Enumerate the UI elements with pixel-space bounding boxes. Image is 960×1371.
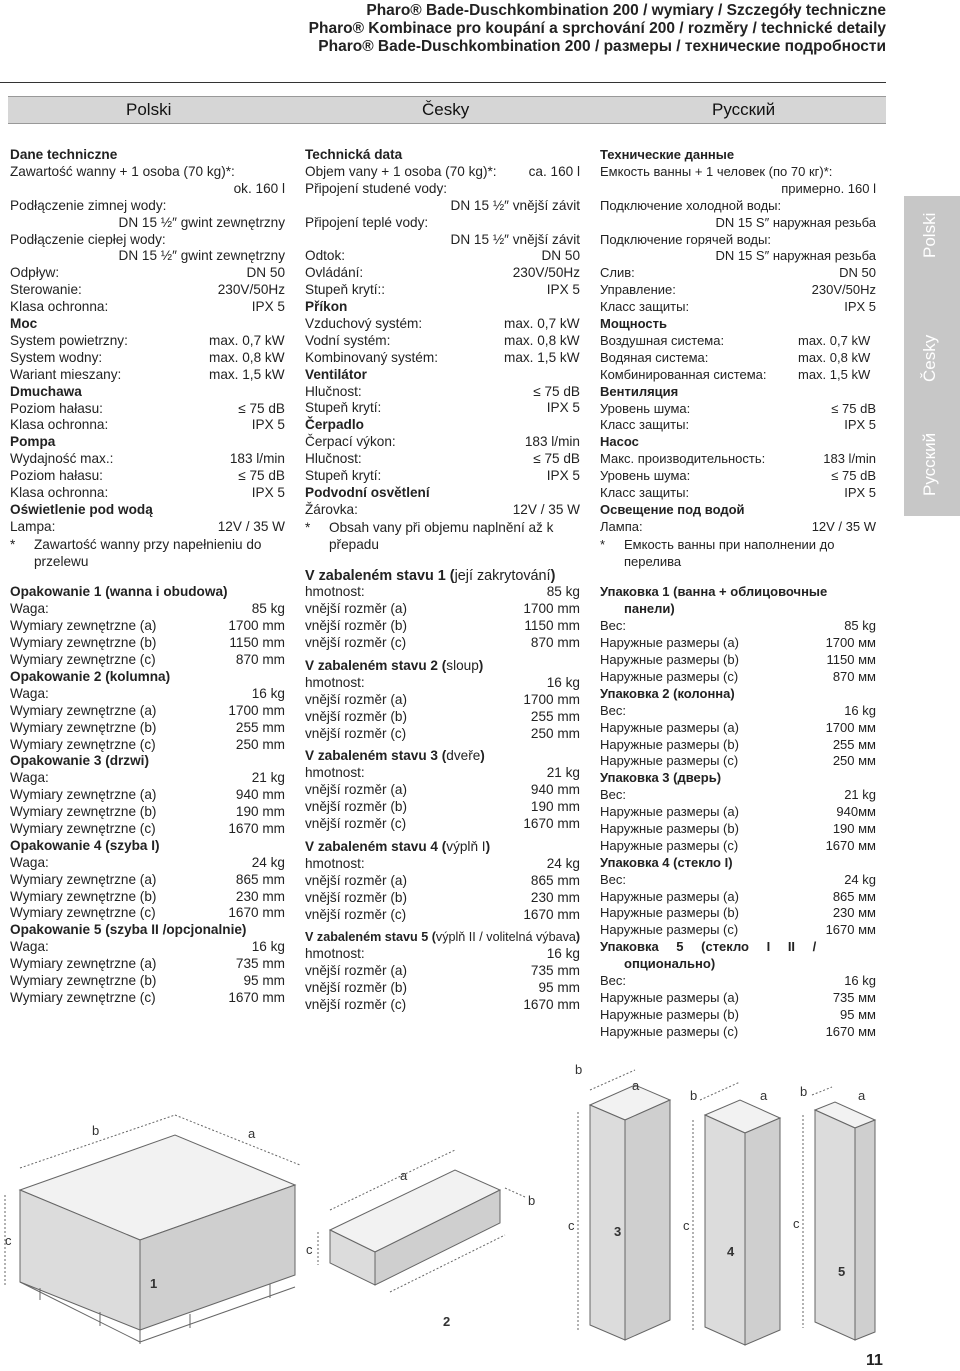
dim-label-b: b xyxy=(800,1084,808,1099)
pl-footnote: * Zawartość wanny przy napełnieniu do przelewu xyxy=(10,536,262,569)
ru-heading-data: Технические данные xyxy=(600,147,735,162)
pl-heading-op4: Opakowanie 4 (szyba I) xyxy=(10,837,160,853)
cz-label: Připojení teplé vody: xyxy=(305,214,429,230)
cz-row: Vzduchový systém: max. 0,7 kW xyxy=(305,316,580,331)
pl-row: Wymiary zewnętrzne (c) 870 mm xyxy=(10,652,285,668)
sidetab-russian: Русский xyxy=(920,432,939,496)
cz-row: vnější rozměr (c) 1670 mm xyxy=(305,906,580,922)
cz-row: hmotnost: 16 kg xyxy=(305,674,580,690)
cz-row: hmotnost: 24 kg xyxy=(305,855,580,871)
sidetab-cesky: Česky xyxy=(920,334,939,382)
ru-row: Воздушная система: max. 0,7 kW xyxy=(600,332,871,348)
ru-heading-u3: Упаковка 3 (дверь) xyxy=(600,770,722,786)
package-2-drawing xyxy=(318,1150,525,1292)
pl-row: Klasa ochronna: IPX 5 xyxy=(10,484,285,500)
polish-column xyxy=(10,147,285,1007)
russian-column xyxy=(600,147,876,1041)
package-number: 5 xyxy=(838,1264,846,1279)
pl-heading-dane: Dane techniczne xyxy=(10,147,118,162)
pl-row: Wariant mieszany: max. 1,5 kW xyxy=(10,366,285,382)
cz-heading-prikon: Příkon xyxy=(305,299,348,315)
pl-row: Wymiary zewnętrzne (a) 1700 mm xyxy=(10,618,285,634)
ru-footnote: * Емкость ванны при наполнении до перелива xyxy=(600,536,835,569)
pl-row: Wymiary zewnętrzne (c) 1670 mm xyxy=(10,905,285,921)
ru-heading-u2: Упаковка 2 (колонна) xyxy=(600,685,735,701)
cz-row: Kombinovaný systém: max. 1,5 kW xyxy=(305,349,580,365)
ru-row: Класс защиты: IPX 5 xyxy=(600,417,876,433)
ru-row: Класс защиты: IPX 5 xyxy=(600,299,876,315)
dim-label-a: a xyxy=(400,1168,408,1183)
cz-heading-stav5: V zabaleném stavu 5 (výplň II / volitelná výbava) xyxy=(305,930,581,945)
ru-row: Наружные размеры (a) 1700 мм xyxy=(600,719,876,735)
cz-row: vnější rozměr (b) 95 mm xyxy=(305,980,580,996)
page-number: 11 xyxy=(866,1352,883,1369)
dim-label-c: c xyxy=(683,1218,690,1233)
lang-russian: Русский xyxy=(712,100,776,119)
ru-heading-osv: Освещение под водой xyxy=(600,501,745,517)
cz-row: vnější rozměr (b) 1150 mm xyxy=(305,618,580,634)
pl-row: Waga: 16 kg xyxy=(10,685,285,701)
ru-row: Наружные размеры (c) 1670 мм xyxy=(600,922,876,938)
cz-heading-stav3: V zabaleném stavu 3 (dveře) xyxy=(305,748,485,764)
ru-label: Подключение горячей воды: xyxy=(600,231,771,247)
pl-heading-oswietlenie: Oświetlenie pod wodą xyxy=(10,501,153,517)
title-divider xyxy=(0,82,886,83)
pl-heading-dmuchawa: Dmuchawa xyxy=(10,383,82,399)
pl-heading-moc: Moc xyxy=(10,316,38,332)
ru-row: Вес: 21 kg xyxy=(600,787,876,803)
pl-row: Sterowanie: 230V/50Hz xyxy=(10,282,285,298)
ru-row: Макс. производительность: 183 l/min xyxy=(600,451,876,467)
cz-heading-stav1: V zabaleném stavu 1 (její zakrytování) xyxy=(305,567,556,584)
ru-row: Класс защиты: IPX 5 xyxy=(600,484,876,500)
cz-row: hmotnost: 16 kg xyxy=(305,946,580,962)
ru-row: Лампа: 12V / 35 W xyxy=(600,518,876,534)
ru-row: Наружные размеры (c) 1670 мм xyxy=(600,837,876,853)
pl-label: Podłączenie zimnej wody: xyxy=(10,197,167,213)
ru-row: Вес: 24 kg xyxy=(600,871,876,887)
ru-heading-vent: Вентиляция xyxy=(600,383,679,399)
cz-heading-stav4: V zabaleném stavu 4 (výplň I) xyxy=(305,838,491,854)
ru-row: Наружные размеры (b) 190 мм xyxy=(600,821,876,836)
ru-label: Подключение холодной воды: xyxy=(600,197,782,213)
ru-row: Слив: DN 50 xyxy=(600,265,876,281)
ru-row: Вес: 16 kg xyxy=(600,702,876,718)
package-drawings xyxy=(0,1060,960,1360)
cz-heading-ventilator: Ventilátor xyxy=(305,366,367,382)
cz-row: Hlučnost: ≤ 75 dB xyxy=(305,451,580,467)
cz-row: vnější rozměr (a) 1700 mm xyxy=(305,601,580,617)
pl-value: ok. 160 l xyxy=(233,180,285,196)
cz-row: vnější rozměr (b) 230 mm xyxy=(305,889,580,905)
page-title-block xyxy=(309,2,886,56)
ru-heading-u1: Упаковка 1 (ванна + облицовочные xyxy=(600,584,828,600)
ru-row: Наружные размеры (a) 940мм xyxy=(600,804,876,820)
ru-row: Вес: 16 kg xyxy=(600,973,876,989)
ru-row: Наружные размеры (c) 870 мм xyxy=(600,668,876,684)
ru-value: примерно. 160 l xyxy=(781,180,876,196)
dim-label-a: a xyxy=(248,1126,256,1141)
package-number: 4 xyxy=(727,1244,735,1259)
pl-heading-op1: Opakowanie 1 (wanna i obudowa) xyxy=(10,584,228,600)
package-1-drawing xyxy=(5,1115,300,1344)
package-number: 2 xyxy=(443,1314,451,1329)
language-header-bar xyxy=(8,96,886,124)
pl-row: Waga: 85 kg xyxy=(10,601,285,617)
ru-row: Наружные размеры (b) 95 мм xyxy=(600,1006,876,1022)
pl-row: Wymiary zewnętrzne (a) 940 mm xyxy=(10,787,285,803)
cz-row: vnější rozměr (b) 190 mm xyxy=(305,799,580,815)
ru-label: Емкость ванны + 1 человек (по 70 кг)*: xyxy=(600,163,833,179)
pl-label: Podłączenie ciepłej wody: xyxy=(10,231,166,247)
package-number: 1 xyxy=(150,1276,158,1291)
pl-row: Poziom hałasu: ≤ 75 dB xyxy=(10,400,285,416)
pl-row: Waga: 24 kg xyxy=(10,854,285,870)
ru-row: Наружные размеры (c) 250 мм xyxy=(600,753,876,769)
cz-row: vnější rozměr (c) 250 mm xyxy=(305,725,580,741)
cz-row: vnější rozměr (b) 255 mm xyxy=(305,708,580,724)
pl-row: Waga: 16 kg xyxy=(10,939,285,955)
ru-heading-u1-cont: панели) xyxy=(624,601,675,617)
cz-row: Ovládání: 230V/50Hz xyxy=(305,265,580,281)
cz-row: vnější rozměr (a) 940 mm xyxy=(305,782,580,798)
pl-row: Wymiary zewnętrzne (b) 255 mm xyxy=(10,719,285,735)
dim-label-b: b xyxy=(92,1123,100,1138)
pl-row: Wymiary zewnętrzne (b) 95 mm xyxy=(10,973,285,989)
cz-row: Žárovka: 12V / 35 W xyxy=(305,501,580,517)
ru-value: DN 15 S″ наружная резьба xyxy=(715,248,876,264)
ru-row: Наружные размеры (b) 1150 мм xyxy=(600,652,876,668)
dim-label-a: a xyxy=(632,1078,640,1093)
title-line-ru: Pharo® Bade-Duschkombination 200 / размеры / технические подробности xyxy=(318,38,886,55)
pl-heading-pompa: Pompa xyxy=(10,434,56,450)
ru-row: Наружные размеры (a) 865 мм xyxy=(600,888,876,904)
pl-row: Wymiary zewnętrzne (a) 1700 mm xyxy=(10,702,285,718)
cz-value: DN 15 ½″ vnější závit xyxy=(450,197,580,213)
ru-heading-moshnost: Мощность xyxy=(600,316,667,332)
cz-value: DN 15 ½″ vnější závit xyxy=(450,231,580,247)
lang-cesky: Česky xyxy=(422,100,470,119)
ru-row: Уровень шума: ≤ 75 dB xyxy=(600,468,876,484)
cz-row: Vodní systém: max. 0,8 kW xyxy=(305,332,580,348)
pl-label: Zawartość wanny + 1 osoba (70 kg)*: xyxy=(10,163,235,179)
dim-label-b: b xyxy=(528,1193,536,1208)
ru-row: Наружные размеры (a) 1700 мм xyxy=(600,635,876,651)
ru-value: DN 15 S″ наружная резьба xyxy=(715,214,876,230)
cz-row: hmotnost: 21 kg xyxy=(305,765,580,781)
ru-row: Наружные размеры (a) 735 мм xyxy=(600,989,876,1005)
cz-heading-stav2: V zabaleném stavu 2 (sloup) xyxy=(305,658,484,674)
ru-row: Комбинированная система: max. 1,5 kW xyxy=(600,366,871,382)
package-3-drawing xyxy=(578,1070,670,1340)
pl-row: Odpływ: DN 50 xyxy=(10,265,285,281)
title-line-cz: Pharo® Kombinace pro koupání a sprchování 200 / rozměry / technické detaily xyxy=(308,20,886,37)
pl-row: Wymiary zewnętrzne (c) 1670 mm xyxy=(10,989,285,1005)
pl-row: Wymiary zewnętrzne (b) 190 mm xyxy=(10,804,285,820)
pl-row: Wymiary zewnętrzne (c) 1670 mm xyxy=(10,820,285,836)
cz-row: Stupeň krytí: IPX 5 xyxy=(305,400,580,416)
language-side-tab xyxy=(904,196,960,516)
cz-footnote: * Obsah vany při objemu naplnění až k přepadu xyxy=(305,519,554,552)
cz-row: vnější rozměr (a) 735 mm xyxy=(305,963,580,979)
ru-row: Водяная система: max. 0,8 kW xyxy=(600,349,871,365)
package-4-drawing xyxy=(693,1082,780,1345)
pl-row: Wymiary zewnętrzne (b) 230 mm xyxy=(10,888,285,904)
cz-heading-cerpadlo: Čerpadlo xyxy=(305,417,364,433)
cz-row: Hlučnost: ≤ 75 dB xyxy=(305,383,580,399)
cz-row: Stupeň krytí:: IPX 5 xyxy=(305,282,580,298)
cz-row: Odtok: DN 50 xyxy=(305,248,580,264)
dim-label-b: b xyxy=(690,1088,698,1103)
cz-row: vnější rozměr (c) 1670 mm xyxy=(305,997,580,1012)
package-5-drawing xyxy=(803,1087,875,1340)
pl-row: System powietrzny: max. 0,7 kW xyxy=(10,332,285,348)
cz-row: Stupeň krytí: IPX 5 xyxy=(305,468,580,484)
sidetab-polski: Polski xyxy=(920,212,939,258)
pl-row: Wymiary zewnętrzne (a) 735 mm xyxy=(10,956,285,972)
ru-row: Наружные размеры (b) 230 мм xyxy=(600,905,876,921)
pl-value: DN 15 ½″ gwint zewnętrzny xyxy=(118,214,285,230)
ru-heading-nasos: Насос xyxy=(600,434,639,450)
dim-label-a: a xyxy=(760,1088,768,1103)
cz-row: vnější rozměr (a) 1700 mm xyxy=(305,691,580,707)
cz-row: Objem vany + 1 osoba (70 kg)*: ca. 160 l xyxy=(305,163,580,179)
ru-row: Управление: 230V/50Hz xyxy=(600,282,876,298)
ru-row: Уровень шума: ≤ 75 dB xyxy=(600,400,876,416)
ru-heading-u5-cont: опционально) xyxy=(624,956,716,972)
cz-label: Připojení studené vody: xyxy=(305,180,448,196)
pl-heading-op5: Opakowanie 5 (szyba II /opcjonalnie) xyxy=(10,922,247,938)
czech-column xyxy=(305,147,580,1014)
pl-heading-op2: Opakowanie 2 (kolumna) xyxy=(10,668,171,684)
cz-heading-osvetleni: Podvodní osvětlení xyxy=(305,484,430,500)
cz-row: vnější rozměr (c) 870 mm xyxy=(305,635,580,651)
ru-row: Вес: 85 kg xyxy=(600,618,876,634)
pl-row: System wodny: max. 0,8 kW xyxy=(10,349,285,365)
cz-row: Čerpací výkon: 183 l/min xyxy=(305,434,580,450)
pl-row: Lampa: 12V / 35 W xyxy=(10,518,285,534)
dim-label-c: c xyxy=(793,1216,800,1231)
dim-label-c: c xyxy=(568,1218,575,1233)
cz-row: vnější rozměr (a) 865 mm xyxy=(305,872,580,888)
ru-row: Наружные размеры (b) 255 мм xyxy=(600,736,876,752)
pl-row: Wydajność max.: 183 l/min xyxy=(10,451,285,467)
cz-row: vnější rozměr (c) 1670 mm xyxy=(305,816,580,832)
dim-label-c: c xyxy=(5,1233,12,1248)
pl-row: Waga: 21 kg xyxy=(10,770,285,786)
dim-label-c: c xyxy=(306,1242,313,1257)
cz-row: hmotnost: 85 kg xyxy=(305,584,580,600)
package-number: 3 xyxy=(614,1224,622,1239)
pl-heading-op3: Opakowanie 3 (drzwi) xyxy=(10,753,149,769)
pl-row: Klasa ochronna: IPX 5 xyxy=(10,417,285,433)
pl-row: Klasa ochronna: IPX 5 xyxy=(10,299,285,315)
title-line-de-pl: Pharo® Bade-Duschkombination 200 / wymiary / Szczegóły techniczne xyxy=(366,2,886,19)
ru-heading-u4: Упаковка 4 (стекло I) xyxy=(600,854,733,870)
ru-heading-u5: Упаковка 5 (стекло I II / xyxy=(600,939,817,955)
pl-row: Wymiary zewnętrzne (b) 1150 mm xyxy=(10,635,285,651)
pl-row: Poziom hałasu: ≤ 75 dB xyxy=(10,468,285,484)
lang-polski: Polski xyxy=(126,100,172,119)
pl-row: Wymiary zewnętrzne (a) 865 mm xyxy=(10,871,285,887)
pl-row: Wymiary zewnętrzne (c) 250 mm xyxy=(10,736,285,752)
dim-label-b: b xyxy=(575,1062,583,1077)
pl-value: DN 15 ½″ gwint zewnętrzny xyxy=(118,248,285,264)
ru-row: Наружные размеры (c) 1670 мм xyxy=(600,1023,876,1039)
cz-heading-data: Technická data xyxy=(305,147,403,162)
dim-label-a: a xyxy=(858,1088,866,1103)
